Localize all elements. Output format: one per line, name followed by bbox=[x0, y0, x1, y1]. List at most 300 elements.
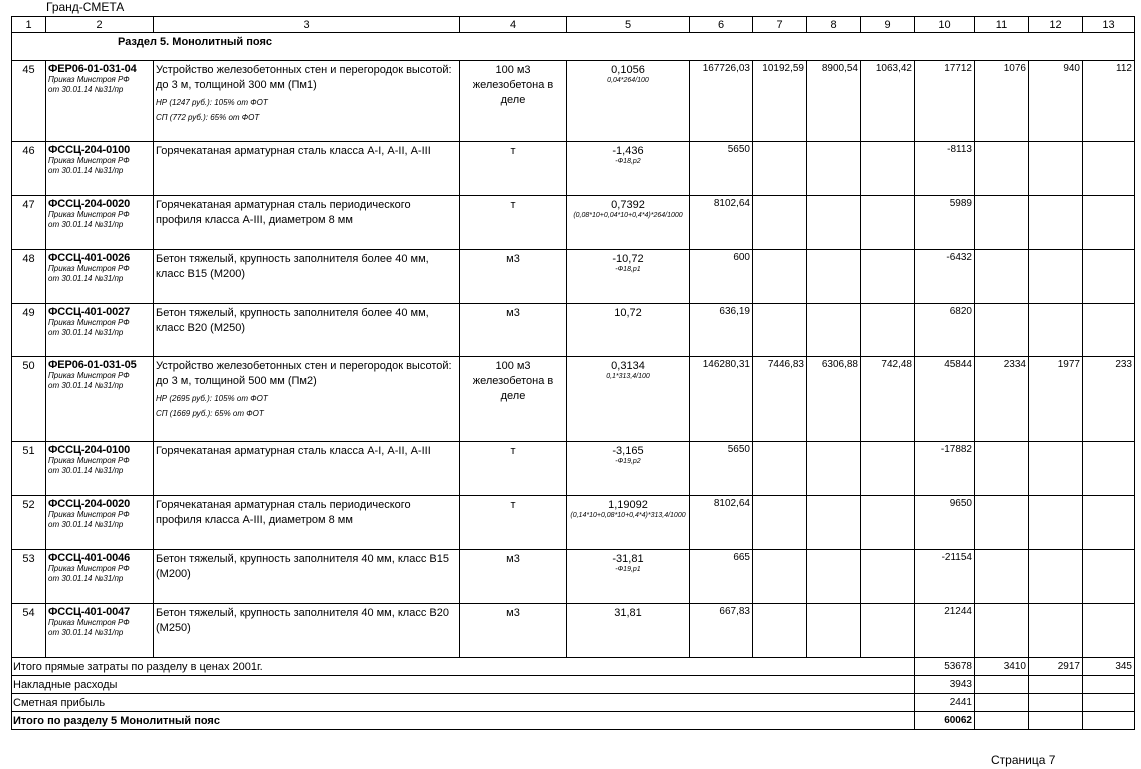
price-code: ФССЦ-204-0100 bbox=[48, 444, 131, 456]
value-c13: 112 bbox=[1116, 63, 1132, 74]
price-code: ФССЦ-204-0020 bbox=[48, 198, 131, 210]
value-c11 bbox=[977, 196, 1026, 198]
value-c13 bbox=[1085, 142, 1132, 144]
code-cell bbox=[46, 442, 154, 496]
row-number: 50 bbox=[22, 360, 35, 372]
value-c12 bbox=[1031, 142, 1080, 144]
price-code: ФЕР06-01-031-04 bbox=[48, 63, 137, 75]
value-c10: -21154 bbox=[941, 552, 972, 563]
column-number: 7 bbox=[753, 17, 807, 33]
summary-value bbox=[1029, 694, 1083, 712]
unit-cell bbox=[460, 357, 567, 442]
summary-value bbox=[1029, 712, 1083, 730]
section-header-row bbox=[12, 33, 1135, 61]
column-number: 4 bbox=[460, 17, 567, 33]
value-cell bbox=[1029, 550, 1083, 604]
value-c12 bbox=[1031, 196, 1080, 198]
value-cell bbox=[807, 357, 861, 442]
row-number-cell bbox=[12, 550, 46, 604]
value-cell bbox=[690, 250, 753, 304]
summary-label: Накладные расходы bbox=[12, 676, 915, 694]
page-number: Страница 7 bbox=[991, 753, 1056, 767]
value-c11 bbox=[977, 142, 1026, 144]
quantity-cell bbox=[567, 550, 690, 604]
value-cell bbox=[1029, 604, 1083, 658]
value-c6: 5650 bbox=[727, 444, 750, 455]
quantity: -1,436 bbox=[612, 145, 644, 157]
value-c9 bbox=[863, 304, 912, 306]
value-c7 bbox=[755, 304, 804, 306]
value-c6: 5650 bbox=[727, 144, 750, 155]
work-name: Горячекатаная арматурная сталь класса А-I, А-II, А-III bbox=[156, 445, 431, 457]
value-c8 bbox=[809, 496, 858, 498]
value-cell bbox=[807, 496, 861, 550]
value-cell bbox=[1029, 304, 1083, 357]
value-c6: 667,83 bbox=[719, 606, 750, 617]
value-cell bbox=[807, 196, 861, 250]
unit-of-measure: м3 bbox=[506, 607, 520, 619]
value-cell bbox=[975, 250, 1029, 304]
value-cell bbox=[753, 196, 807, 250]
value-cell bbox=[975, 442, 1029, 496]
value-c12 bbox=[1031, 550, 1080, 552]
value-c6: 8102,64 bbox=[713, 198, 750, 209]
table-row bbox=[12, 196, 1135, 250]
order-reference: Приказ Минстроя РФ bbox=[48, 210, 130, 219]
value-c10: -6432 bbox=[946, 252, 972, 263]
value-c9 bbox=[863, 604, 912, 606]
value-cell bbox=[861, 357, 915, 442]
order-reference: от 30.01.14 №31/пр bbox=[48, 220, 124, 229]
value-c8 bbox=[809, 142, 858, 144]
value-cell bbox=[915, 550, 975, 604]
price-code: ФССЦ-204-0100 bbox=[48, 144, 131, 156]
summary-value bbox=[1083, 694, 1135, 712]
price-code: ФССЦ-401-0046 bbox=[48, 552, 131, 564]
table-row bbox=[12, 550, 1135, 604]
summary-value: 2441 bbox=[915, 694, 975, 712]
summary-value: 2917 bbox=[1029, 658, 1083, 676]
quantity-formula: -Ф19,р2 bbox=[615, 458, 641, 465]
summary-value: 345 bbox=[1083, 658, 1135, 676]
work-name: Горячекатаная арматурная сталь периодического профиля класса А-III, диаметром 8 мм bbox=[156, 199, 411, 226]
unit-cell bbox=[460, 61, 567, 142]
summary-row bbox=[12, 712, 1135, 730]
value-c11 bbox=[977, 250, 1026, 252]
order-reference: Приказ Минстроя РФ bbox=[48, 264, 130, 273]
table-row bbox=[12, 61, 1135, 142]
value-c13 bbox=[1085, 304, 1132, 306]
name-cell bbox=[154, 357, 460, 442]
order-reference: от 30.01.14 №31/пр bbox=[48, 466, 124, 475]
quantity-formula: -Ф19,р1 bbox=[615, 566, 641, 573]
quantity-formula: (0,08*10+0,04*10+0,4*4)*264/1000 bbox=[573, 212, 683, 219]
order-reference: Приказ Минстроя РФ bbox=[48, 156, 130, 165]
value-c13 bbox=[1085, 442, 1132, 444]
summary-value: 60062 bbox=[915, 712, 975, 730]
column-number: 13 bbox=[1083, 17, 1135, 33]
value-c12 bbox=[1031, 496, 1080, 498]
value-c10: 5989 bbox=[949, 198, 972, 209]
value-c9: 1063,42 bbox=[875, 63, 912, 74]
value-c10: 21244 bbox=[944, 606, 972, 617]
column-number-row bbox=[12, 17, 1135, 33]
value-c9 bbox=[863, 250, 912, 252]
value-c8 bbox=[809, 196, 858, 198]
value-cell bbox=[753, 304, 807, 357]
value-c8 bbox=[809, 304, 858, 306]
value-c7 bbox=[755, 550, 804, 552]
value-c10: 6820 bbox=[949, 306, 972, 317]
order-reference: от 30.01.14 №31/пр bbox=[48, 274, 124, 283]
unit-cell bbox=[460, 250, 567, 304]
column-number: 11 bbox=[975, 17, 1029, 33]
summary-label: Итого прямые затраты по разделу в ценах 2001г. bbox=[12, 658, 915, 676]
unit-of-measure: м3 bbox=[506, 253, 520, 265]
summary-value: 3943 bbox=[915, 676, 975, 694]
value-cell bbox=[753, 357, 807, 442]
quantity: 31,81 bbox=[614, 607, 642, 619]
value-cell bbox=[690, 442, 753, 496]
value-c6: 636,19 bbox=[719, 306, 750, 317]
order-reference: Приказ Минстроя РФ bbox=[48, 371, 130, 380]
column-number: 5 bbox=[567, 17, 690, 33]
value-cell bbox=[690, 357, 753, 442]
overhead-note: СП (772 руб.): 65% от ФОТ bbox=[156, 113, 260, 122]
value-c7: 10192,59 bbox=[762, 63, 804, 74]
value-cell bbox=[807, 442, 861, 496]
value-cell bbox=[807, 250, 861, 304]
value-cell bbox=[753, 61, 807, 142]
value-cell bbox=[861, 196, 915, 250]
unit-of-measure: 100 м3 железобетона в деле bbox=[472, 64, 554, 106]
value-c10: 17712 bbox=[944, 63, 972, 74]
value-c13: 233 bbox=[1115, 359, 1132, 370]
quantity-cell bbox=[567, 61, 690, 142]
order-reference: Приказ Минстроя РФ bbox=[48, 75, 130, 84]
value-c11 bbox=[977, 550, 1026, 552]
unit-cell bbox=[460, 550, 567, 604]
value-cell bbox=[753, 496, 807, 550]
summary-label: Итого по разделу 5 Монолитный пояс bbox=[12, 712, 915, 730]
quantity-formula: -Ф18,р2 bbox=[615, 158, 641, 165]
value-cell bbox=[753, 442, 807, 496]
summary-value bbox=[975, 694, 1029, 712]
column-number: 10 bbox=[915, 17, 975, 33]
unit-of-measure: т bbox=[510, 499, 516, 511]
quantity-cell bbox=[567, 142, 690, 196]
table-row bbox=[12, 250, 1135, 304]
unit-of-measure: т bbox=[510, 199, 516, 211]
value-c13 bbox=[1085, 496, 1132, 498]
name-cell bbox=[154, 442, 460, 496]
row-number: 51 bbox=[22, 445, 35, 457]
row-number: 52 bbox=[22, 499, 35, 511]
order-reference: от 30.01.14 №31/пр bbox=[48, 85, 124, 94]
value-cell bbox=[1083, 442, 1135, 496]
overhead-note: СП (1669 руб.): 65% от ФОТ bbox=[156, 409, 264, 418]
summary-value bbox=[1083, 676, 1135, 694]
code-cell bbox=[46, 357, 154, 442]
value-cell bbox=[1029, 142, 1083, 196]
section-title: Раздел 5. Монолитный пояс bbox=[118, 36, 273, 48]
value-c10: -17882 bbox=[940, 444, 972, 455]
value-c8 bbox=[809, 550, 858, 552]
quantity: 10,72 bbox=[614, 307, 642, 319]
value-c9 bbox=[863, 550, 912, 552]
value-cell bbox=[690, 142, 753, 196]
value-c7 bbox=[755, 442, 804, 444]
unit-of-measure: м3 bbox=[506, 553, 520, 565]
row-number-cell bbox=[12, 496, 46, 550]
table-body bbox=[12, 17, 1135, 730]
summary-row bbox=[12, 694, 1135, 712]
value-c13 bbox=[1085, 250, 1132, 252]
value-cell bbox=[975, 496, 1029, 550]
value-cell bbox=[861, 61, 915, 142]
value-cell bbox=[807, 304, 861, 357]
order-reference: от 30.01.14 №31/пр bbox=[48, 328, 124, 337]
value-cell bbox=[975, 196, 1029, 250]
work-name: Бетон тяжелый, крупность заполнителя 40 мм, класс В15 (М200) bbox=[156, 553, 449, 580]
value-cell bbox=[975, 357, 1029, 442]
row-number-cell bbox=[12, 250, 46, 304]
quantity-cell bbox=[567, 250, 690, 304]
value-cell bbox=[861, 142, 915, 196]
value-cell bbox=[975, 61, 1029, 142]
code-cell bbox=[46, 496, 154, 550]
code-cell bbox=[46, 550, 154, 604]
code-cell bbox=[46, 604, 154, 658]
value-c11: 1076 bbox=[1003, 63, 1026, 74]
value-c11 bbox=[977, 604, 1026, 606]
row-number: 46 bbox=[22, 145, 35, 157]
value-cell bbox=[807, 61, 861, 142]
value-cell bbox=[690, 550, 753, 604]
summary-value: 53678 bbox=[915, 658, 975, 676]
value-cell bbox=[915, 61, 975, 142]
code-cell bbox=[46, 196, 154, 250]
price-code: ФССЦ-204-0020 bbox=[48, 498, 131, 510]
value-c12 bbox=[1031, 250, 1080, 252]
row-number-cell bbox=[12, 604, 46, 658]
quantity-cell bbox=[567, 496, 690, 550]
row-number-cell bbox=[12, 196, 46, 250]
unit-cell bbox=[460, 496, 567, 550]
table-row bbox=[12, 496, 1135, 550]
quantity-cell bbox=[567, 442, 690, 496]
value-c7 bbox=[755, 496, 804, 498]
table-row bbox=[12, 442, 1135, 496]
value-cell bbox=[753, 250, 807, 304]
price-code: ФССЦ-401-0026 bbox=[48, 252, 131, 264]
overhead-note: НР (1247 руб.): 105% от ФОТ bbox=[156, 98, 268, 107]
work-name: Бетон тяжелый, крупность заполнителя более 40 мм, класс В15 (М200) bbox=[156, 253, 429, 280]
value-c6: 146280,31 bbox=[702, 359, 750, 370]
order-reference: Приказ Минстроя РФ bbox=[48, 456, 130, 465]
row-number-cell bbox=[12, 357, 46, 442]
summary-value bbox=[975, 712, 1029, 730]
summary-row bbox=[12, 658, 1135, 676]
quantity-cell bbox=[567, 304, 690, 357]
name-cell bbox=[154, 250, 460, 304]
code-cell bbox=[46, 250, 154, 304]
quantity-cell bbox=[567, 604, 690, 658]
value-cell bbox=[1029, 442, 1083, 496]
name-cell bbox=[154, 196, 460, 250]
value-c6: 600 bbox=[733, 252, 750, 263]
work-name: Горячекатаная арматурная сталь класса А-I, А-II, А-III bbox=[156, 145, 431, 157]
quantity-formula: (0,14*10+0,08*10+0,4*4)*313,4/1000 bbox=[570, 512, 686, 519]
order-reference: Приказ Минстроя РФ bbox=[48, 564, 130, 573]
value-cell bbox=[915, 496, 975, 550]
value-cell bbox=[915, 604, 975, 658]
value-cell bbox=[915, 196, 975, 250]
column-number: 8 bbox=[807, 17, 861, 33]
quantity: 0,7392 bbox=[611, 199, 645, 211]
value-cell bbox=[690, 61, 753, 142]
quantity-cell bbox=[567, 196, 690, 250]
estimate-table bbox=[11, 16, 1135, 730]
quantity: -10,72 bbox=[612, 253, 644, 265]
value-cell bbox=[1029, 196, 1083, 250]
value-cell bbox=[861, 604, 915, 658]
unit-cell bbox=[460, 196, 567, 250]
unit-of-measure: 100 м3 железобетона в деле bbox=[472, 360, 554, 402]
value-cell bbox=[1083, 550, 1135, 604]
column-number: 3 bbox=[154, 17, 460, 33]
summary-value bbox=[1083, 712, 1135, 730]
summary-row bbox=[12, 676, 1135, 694]
value-cell bbox=[807, 604, 861, 658]
value-c9 bbox=[863, 196, 912, 198]
price-code: ФССЦ-401-0027 bbox=[48, 306, 131, 318]
value-cell bbox=[975, 304, 1029, 357]
value-cell bbox=[915, 304, 975, 357]
value-c9 bbox=[863, 496, 912, 498]
value-cell bbox=[1029, 496, 1083, 550]
unit-cell bbox=[460, 304, 567, 357]
row-number-cell bbox=[12, 142, 46, 196]
value-c7 bbox=[755, 250, 804, 252]
value-cell bbox=[1083, 604, 1135, 658]
value-c11 bbox=[977, 496, 1026, 498]
unit-of-measure: т bbox=[510, 445, 516, 457]
value-c13 bbox=[1085, 196, 1132, 198]
value-c12: 1977 bbox=[1057, 359, 1080, 370]
value-cell bbox=[1083, 357, 1135, 442]
value-cell bbox=[1083, 250, 1135, 304]
section-header-cell bbox=[12, 33, 1135, 61]
quantity-formula: -Ф18,р1 bbox=[615, 266, 641, 273]
table-row bbox=[12, 304, 1135, 357]
work-name: Бетон тяжелый, крупность заполнителя 40 мм, класс В20 (М250) bbox=[156, 607, 449, 634]
value-cell bbox=[861, 550, 915, 604]
row-number: 54 bbox=[22, 607, 35, 619]
value-cell bbox=[1083, 304, 1135, 357]
value-c7 bbox=[755, 142, 804, 144]
price-code: ФЕР06-01-031-05 bbox=[48, 359, 137, 371]
value-c8 bbox=[809, 442, 858, 444]
value-cell bbox=[807, 142, 861, 196]
quantity: 1,19092 bbox=[608, 499, 648, 511]
order-reference: от 30.01.14 №31/пр bbox=[48, 628, 124, 637]
value-c8: 6306,88 bbox=[821, 359, 858, 370]
value-cell bbox=[753, 142, 807, 196]
value-cell bbox=[690, 604, 753, 658]
unit-cell bbox=[460, 442, 567, 496]
name-cell bbox=[154, 61, 460, 142]
value-c12: 940 bbox=[1063, 63, 1080, 74]
value-c6: 665 bbox=[733, 552, 750, 563]
value-c7 bbox=[755, 196, 804, 198]
work-name: Устройство железобетонных стен и перегородок высотой: до 3 м, толщиной 300 мм (Пм1) bbox=[156, 64, 452, 91]
value-c11 bbox=[977, 304, 1026, 306]
column-number: 1 bbox=[12, 17, 46, 33]
order-reference: от 30.01.14 №31/пр bbox=[48, 574, 124, 583]
value-cell bbox=[915, 357, 975, 442]
column-number: 12 bbox=[1029, 17, 1083, 33]
value-c9 bbox=[863, 142, 912, 144]
quantity: 0,1056 bbox=[611, 64, 645, 76]
work-name: Бетон тяжелый, крупность заполнителя более 40 мм, класс В20 (М250) bbox=[156, 307, 429, 334]
value-c10: 9650 bbox=[949, 498, 972, 509]
value-cell bbox=[1083, 496, 1135, 550]
value-c12 bbox=[1031, 304, 1080, 306]
app-brand: Гранд-СМЕТА bbox=[46, 0, 125, 14]
value-cell bbox=[690, 496, 753, 550]
quantity: -31,81 bbox=[612, 553, 644, 565]
row-number: 48 bbox=[22, 253, 35, 265]
row-number-cell bbox=[12, 61, 46, 142]
quantity-cell bbox=[567, 357, 690, 442]
quantity-formula: 0,04*264/100 bbox=[607, 77, 649, 84]
row-number: 45 bbox=[22, 64, 35, 76]
value-c9: 742,48 bbox=[881, 359, 912, 370]
value-c7: 7446,83 bbox=[767, 359, 804, 370]
table-row bbox=[12, 357, 1135, 442]
value-c6: 167726,03 bbox=[702, 63, 750, 74]
value-cell bbox=[915, 142, 975, 196]
unit-of-measure: т bbox=[510, 145, 516, 157]
row-number-cell bbox=[12, 442, 46, 496]
summary-value bbox=[1029, 676, 1083, 694]
value-c6: 8102,64 bbox=[713, 498, 750, 509]
value-cell bbox=[807, 550, 861, 604]
code-cell bbox=[46, 61, 154, 142]
value-c10: 45844 bbox=[944, 359, 972, 370]
price-code: ФССЦ-401-0047 bbox=[48, 606, 131, 618]
table-row bbox=[12, 142, 1135, 196]
value-cell bbox=[861, 304, 915, 357]
value-c10: -8113 bbox=[947, 144, 972, 155]
name-cell bbox=[154, 142, 460, 196]
value-cell bbox=[1029, 250, 1083, 304]
work-name: Устройство железобетонных стен и перегородок высотой: до 3 м, толщиной 500 мм (Пм2) bbox=[156, 360, 452, 387]
quantity-formula: 0,1*313,4/100 bbox=[606, 373, 650, 380]
order-reference: Приказ Минстроя РФ bbox=[48, 318, 130, 327]
value-cell bbox=[975, 604, 1029, 658]
value-cell bbox=[1029, 61, 1083, 142]
value-c9 bbox=[863, 442, 912, 444]
value-c13 bbox=[1085, 604, 1132, 606]
row-number-cell bbox=[12, 304, 46, 357]
column-number: 2 bbox=[46, 17, 154, 33]
value-cell bbox=[861, 442, 915, 496]
order-reference: Приказ Минстроя РФ bbox=[48, 618, 130, 627]
value-cell bbox=[690, 196, 753, 250]
value-cell bbox=[915, 442, 975, 496]
